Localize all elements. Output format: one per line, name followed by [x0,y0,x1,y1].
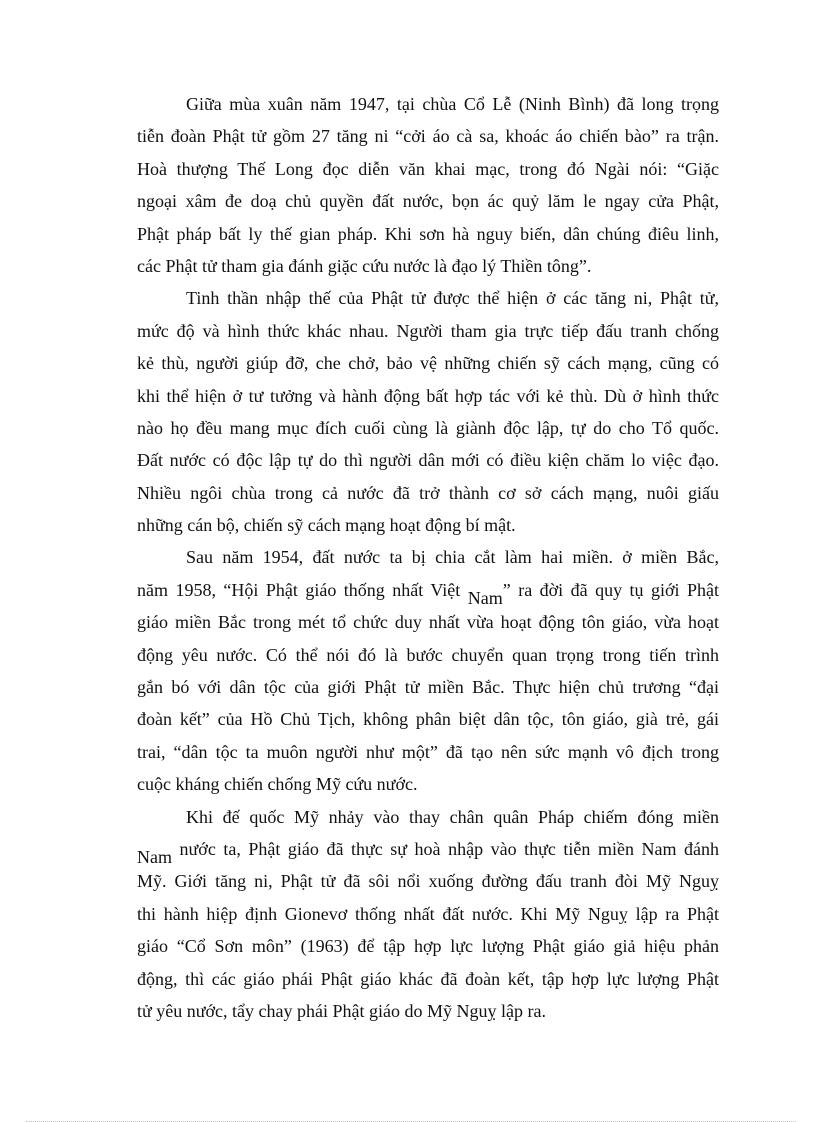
document-body [137,88,719,1027]
text-line: năm 1958, “Hội Phật giáo thống nhất Việt Nam” ra đời đã quy tụ giới Phật [137,579,719,608]
text-line: động, thì các giáo phái Phật giáo khác đã đoàn kết, tập hợp lực lượng Phật [137,968,719,989]
text-line: những cán bộ, chiến sỹ cách mạng hoạt động bí mật. [137,515,516,536]
text-line: Mỹ. Giới tăng ni, Phật tử đã sôi nổi xuống đường đấu tranh đòi Mỹ Nguỵ [137,871,719,892]
text-line: thi hành hiệp định Gionevơ thống nhất đất nước. Khi Mỹ Nguỵ lập ra Phật [137,903,719,924]
page-bottom-border [26,1121,796,1122]
text-line: động yêu nước. Có thể nói đó là bước chuyển quan trọng trong tiến trình [137,644,719,665]
text-line: Tinh thần nhập thế của Phật tử được thể hiện ở các tăng ni, Phật tử, [186,288,719,309]
text-line: khi thể hiện ở tư tưởng và hành động bất hợp tác với kẻ thù. Dù ở hình thức [137,385,719,406]
text-line: Nhiều ngôi chùa trong cả nước đã trở thành cơ sở cách mạng, nuôi giấu [137,482,719,503]
text-line: Phật pháp bất ly thế gian pháp. Khi sơn hà nguy biến, dân chúng điêu linh, [137,223,719,244]
text-line: giáo miền Bắc trong mét tổ chức duy nhất vừa hoạt động tôn giáo, vừa hoạt [137,612,719,633]
paragraph-2 [137,282,719,541]
text-line: giáo “Cổ Sơn môn” (1963) để tập hợp lực lượng Phật giáo giả hiệu phản [137,936,719,957]
text-line: Đất nước có độc lập tự do thì người dân mới có điều kiện chăm lo việc đạo. [137,450,719,471]
text-line: Sau năm 1954, đất nước ta bị chia cắt làm hai miền. ở miền Bắc, [186,547,719,568]
text-line: đoàn kết” của Hồ Chủ Tịch, không phân biệt dân tộc, tôn giáo, già trẻ, gái [137,709,719,730]
paragraph-1 [137,88,719,282]
text-line: tiễn đoàn Phật tử gồm 27 tăng ni “cởi áo cà sa, khoác áo chiến bào” ra trận. [137,126,719,147]
text-line: tử yêu nước, tẩy chay phái Phật giáo do Mỹ Nguỵ lập ra. [137,1000,546,1021]
text-line: Khi đế quốc Mỹ nhảy vào thay chân quân Pháp chiếm đóng miền [186,806,719,827]
text-line: cuộc kháng chiến chống Mỹ cứu nước. [137,774,418,795]
text-line: Giữa mùa xuân năm 1947, tại chùa Cổ Lễ (Ninh Bình) đã long trọng [186,94,719,114]
text-line: mức độ và hình thức khác nhau. Người tham gia trực tiếp đấu tranh chống [137,320,719,341]
text-line: Nam nước ta, Phật giáo đã thực sự hoà nhập vào thực tiễn miền Nam đánh [137,838,719,867]
text-line: Hoà thượng Thế Long đọc diễn văn khai mạc, trong đó Ngài nói: “Giặc [137,158,719,179]
text-line: các Phật tử tham gia đánh giặc cứu nước là đạo lý Thiền tông”. [137,255,592,276]
text-line: gắn bó với dân tộc của giới Phật tử miền Bắc. Thực hiện chủ trương “đại [137,677,719,698]
text-line: trai, “dân tộc ta muôn người như một” đã tạo nên sức mạnh vô địch trong [137,741,719,762]
text-line: kẻ thù, người giúp đỡ, che chở, bảo vệ những chiến sỹ cách mạng, cũng có [137,353,719,374]
text-line: ngoại xâm đe doạ chủ quyền đất nước, bọn ác quỷ lăm le ngay cửa Phật, [137,191,719,212]
paragraph-4 [137,801,719,1028]
paragraph-3 [137,541,719,800]
text-line: nào họ đều mang mục đích cuối cùng là giành độc lập, tự do cho Tổ quốc. [137,417,719,438]
